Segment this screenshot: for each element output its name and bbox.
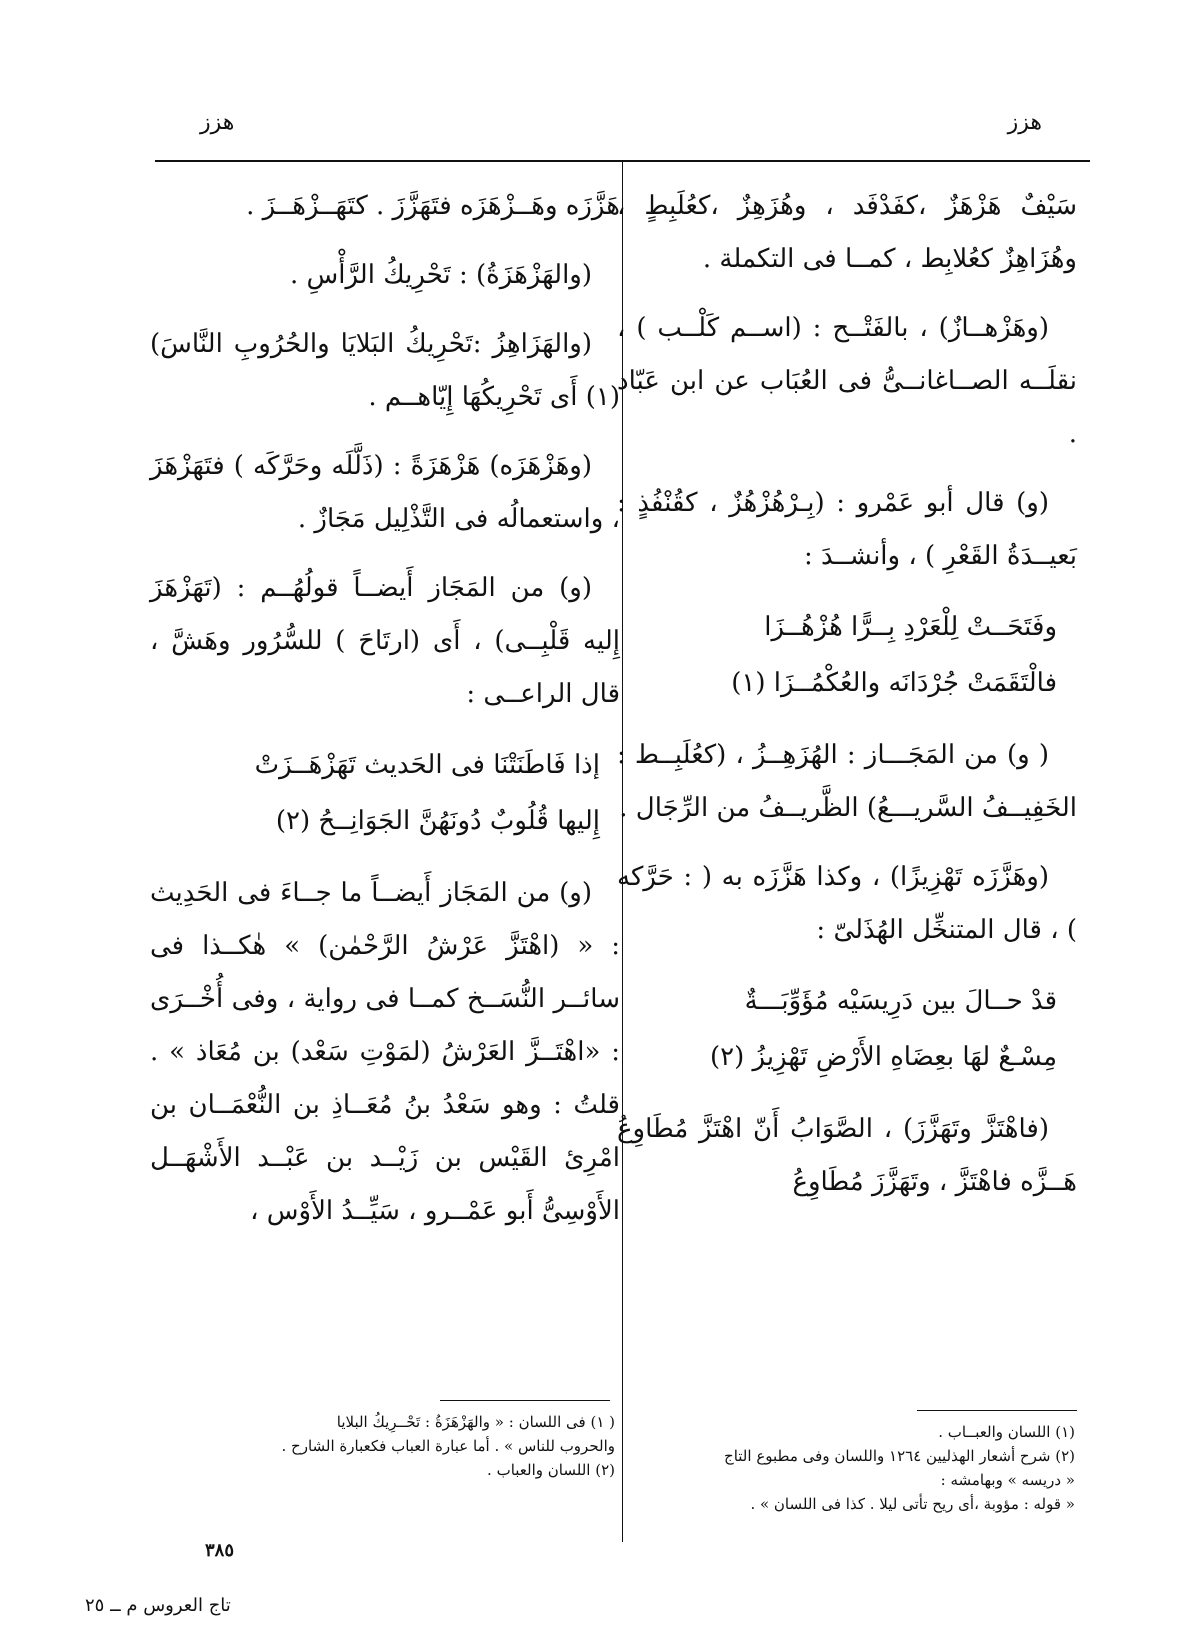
paragraph: (وهَزْهــازٌ) ، بالفَتْــح : (اســم كَلْــب ) ، نقلَــه الصــاغانــىُّ فى العُبَاب عن ابن عَبّاد . — [617, 313, 1077, 449]
paragraph: (فاهْتَزَّ وتَهَزَّزَ) ، الصَّوَابُ أَنّ اهْتَزَّ مُطَاوِعُ هَــزَّه فاهْتَزَّ ، وتَهَزَّزَ مُطَاوِعُ — [617, 1114, 1077, 1197]
page-number: ٣٨٥ — [205, 1540, 235, 1561]
footnote: « قوله : مؤوبة ،أى ريح تأتى ليلا . كذا فى اللسان » . — [750, 1495, 1075, 1513]
left-column — [150, 180, 620, 1254]
footnote: (٢) اللسان والعباب . — [487, 1461, 615, 1479]
running-head-right: هزز — [1007, 110, 1042, 135]
verse — [617, 973, 1077, 1085]
running-head-left: هزز — [200, 110, 235, 135]
right-column — [617, 180, 1077, 1225]
footnote: والحروب للناس » . أما عبارة العباب فكعبارة الشارح . — [281, 1437, 615, 1455]
footnote-rule — [917, 1410, 1077, 1411]
footnote: (١) اللسان والعبــاب . — [938, 1423, 1075, 1441]
footnote: (٢) شرح أشعار الهذليين ١٢٦٤ واللسان وفى مطبوع التاج — [724, 1447, 1075, 1465]
verse — [617, 599, 1077, 711]
footnote-rule — [440, 1400, 610, 1401]
footnotes-left — [150, 1410, 615, 1482]
paragraph: ( و) من المَجَـــاز : الهُزَهِــزُ ، (كعُلَبِــط : الخَفِيــفُ السَّريـــعُ) الظَّريــفُ من الرِّجَال . — [617, 740, 1077, 823]
paragraph: (والهَزَاهِزُ :تَحْرِيكُ البَلايَا والحُرُوبِ النَّاسَ) (١) أَى تَحْرِيكُهَا إِيّاهــم . — [150, 329, 620, 412]
paragraph: (وهَزَّزَه تَهْزِيزًا) ، وكذا هَزَّزَه به ( : حَرَّكه ) ، قال المتنخِّل الهُذَلىّ : — [617, 862, 1077, 945]
footnote: ( ١) فى اللسان : « والهَزْهَزَةُ : تَحْــرِيكُ البلايا — [336, 1413, 615, 1431]
paragraph: (وهَزْهَزَه) هَزْهَزَةً : (ذَلَّلَه وحَرَّكَه ) فتَهَزْهَزَ ، واستعمالُه فى التَّذْلِيل مَجَازٌ . — [150, 451, 620, 534]
verse-line: مِسْـعٌ لهَا بعِضَاهِ الأَرْضِ تَهْزِيزُ (٢) — [709, 1042, 1057, 1072]
paragraph: سَيْفٌ هَزْهَزٌ ،كفَدْفَد ، وهُزَهِزٌ ،كعُلَبِطٍ ، وهُزَاهِزٌ كعُلابِط ، كمــا فى التكملة . — [617, 191, 1077, 274]
paragraph: (و) من المَجَاز أَيضــاً قولُهُــم : (تَهَزْهَزَ إِليه قَلْبِــى) ، أَى (ارتَاحَ ) للسُّرُور وهَشَّ ، قال الراعــى : — [150, 573, 620, 709]
verse-line: وفَتَحَــتْ لِلْعَرْدِ بِــرًّا هُزْهُــزَا — [764, 612, 1057, 642]
verse-line: فالْتَقَمَتْ جُرْدَانَه والعُكْمُــزَا (١) — [731, 668, 1057, 698]
verse-line: إذا فَاطَنَتْنَا فى الحَديث تَهَزْهَــزَتْ — [254, 750, 600, 780]
paragraph: (و) قال أبو عَمْرو : (بِـرْهُزْهُزٌ ، كقُنْفُذٍ : بَعيــدَةُ القَعْرِ ) ، وأنشــدَ : — [617, 488, 1077, 571]
verse-line: إِليها قُلُوبٌ دُونَهُنَّ الجَوَانِــحُ (٢) — [275, 806, 600, 836]
paragraph: (و) من المَجَاز أَيضــاً ما جــاءَ فى الحَدِيث : « (اهْتَزَّ عَرْشُ الرَّحْمٰن) » هٰكــذا فى سائــر النُّسَــخ كمــا فى رواية ، وفى أُخْــرَى : «اهْتَــزَّ العَرْشُ (لمَوْتِ سَعْد) بن مُعَاذ » . قلتُ : وهو سَعْدُ بنُ مُعَــاذِ بن النُّعْمَــان بن امْرِئ القَيْس بن زَيْــد بن عَبْــد الأَشْهَــل الأَوْسِىُّ أَبو عَمْــرو ، سَيِّــدُ الأَوْس ، — [150, 878, 620, 1226]
verse — [150, 737, 620, 849]
footnote: « دريسه » وبهامشه : — [940, 1471, 1075, 1489]
verse-line: قدْ حــالَ بين دَرِيسَيْه مُؤَوِّبَـــةٌ — [744, 986, 1057, 1016]
volume-signature: تاج العروس م ــ ٢٥ — [85, 1595, 231, 1616]
footnotes-right — [615, 1420, 1075, 1516]
paragraph: (والهَزْهَزَةُ) : تَحْرِيكُ الرَّأْسِ . — [289, 260, 592, 290]
paragraph: هَزَّزَه وهَــزْهَزَه فتَهَزَّزَ . كتَهَــزْهَــزَ . — [246, 191, 620, 221]
